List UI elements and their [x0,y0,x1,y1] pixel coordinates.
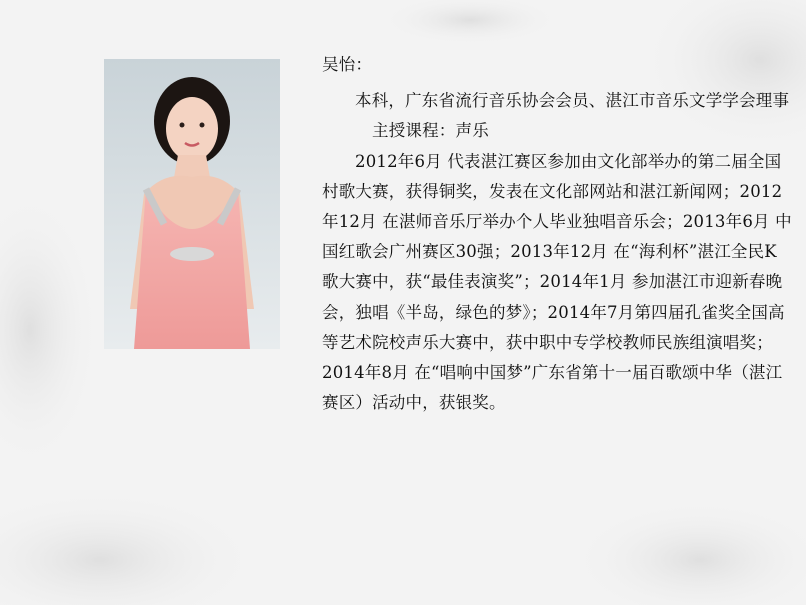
teacher-title: 本科，广东省流行音乐协会会员、湛江市音乐文学学会理事 [355,91,790,111]
biography-paragraph: 2012年6月 代表湛江赛区参加由文化部举办的第二届全国村歌大赛，获得铜奖，发表在文化部网站和湛江新闻网；2012年12月 在湛师音乐厅举办个人毕业独唱音乐会；2013年6月 中国红歌会广州赛区30强；2013年12月 在“海利杯”湛江全民K歌大赛中，获“最佳表演奖”；2014年1月 参加湛江市迎新春晚会，独唱《半岛，绿色的梦》；2014年7月第四届孔雀奖全国高等艺术院校声乐大赛中，获中职中专学校教师民族组演唱奖；2014年8月 在“唱响中国梦”广东省第十一届百歌颂中华（湛江赛区）活动中，获银奖。 [322,151,792,413]
portrait-photo [104,59,280,349]
profile-text [322,50,792,418]
teacher-name: 吴怡： [322,55,373,74]
course-line: 主授课程：声乐 [372,121,489,141]
